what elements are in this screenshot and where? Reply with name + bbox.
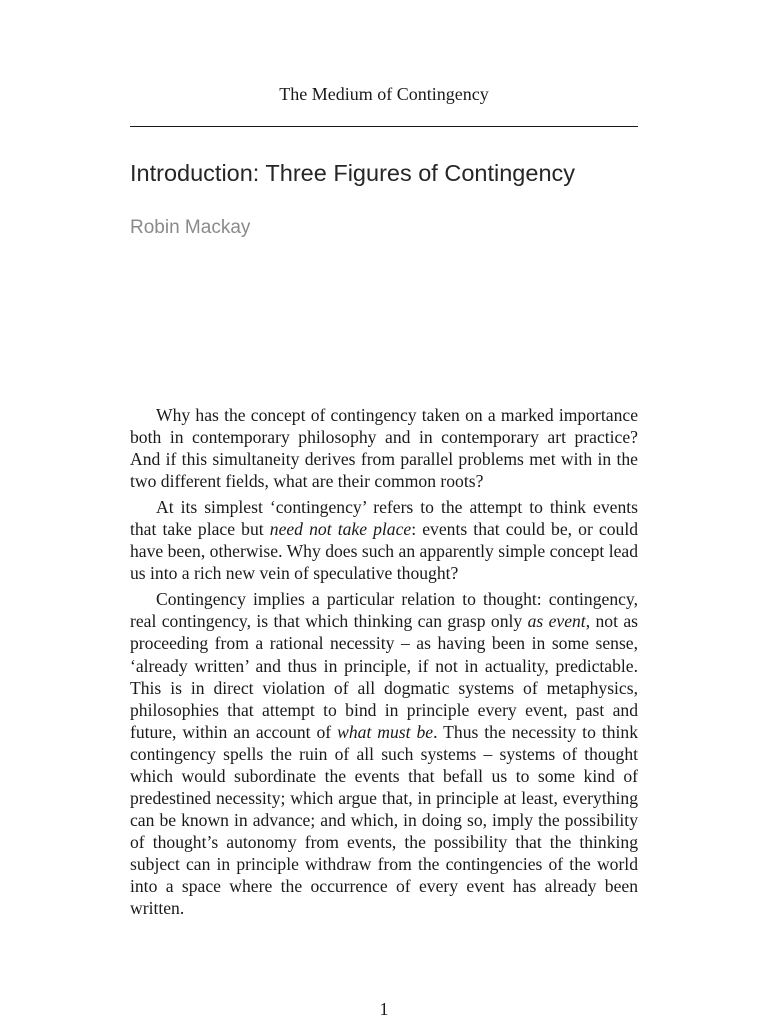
paragraph-text: . Thus the necessity to think contingency spells the ruin of all such systems – systems of thought which would subordinate the events that befall us to some kind of predestined necessity; which argue that, in principle at least, everything can be known in advance; and which, in doing so, imply the possibility of thought’s autonomy from events, the possibility that the thinking subject can in principle withdraw from the contingencies of the world into a space where the occurrence of every event has already been written. [130, 721, 638, 919]
page-number: 1 [379, 999, 389, 1019]
paragraph-3 [130, 588, 638, 919]
running-head: The Medium of Contingency [279, 84, 489, 104]
header-rule [130, 126, 638, 127]
paragraph-text: : events that could be, or could have been, otherwise. Why does such an apparently simple concept lead us into a rich new vein of speculative thought? [130, 519, 639, 584]
body-text [130, 404, 638, 923]
paragraph-text: At its simplest ‘contingency’ refers to the attempt to think events that take place but [130, 497, 638, 540]
emphasis-text: as event [527, 611, 586, 632]
paragraph-2 [130, 496, 638, 584]
chapter-author: Robin Mackay [130, 217, 251, 238]
paragraph-1 [130, 404, 638, 492]
emphasis-text: need not take place [269, 519, 412, 540]
emphasis-text: what must be [337, 721, 434, 742]
paragraph-text: Contingency implies a particular relation to thought: contingency, real contingency, is that which thinking can grasp only [130, 589, 638, 632]
paragraph-text: Why has the concept of contingency taken on a marked importance both in contemporary philosophy and in contemporary art practice? And if this simultaneity derives from parallel problems met with in the two different fields, what are their common roots? [130, 405, 638, 492]
paragraph-text: , not as proceeding from a rational necessity – as having been in some sense, ‘already written’ and thus in principle, if not in actuality, predictable. This is in direct violation of all dogmatic systems of metaphysics, philosophies that attempt to bind in principle every event, past and future, within an account of [130, 611, 638, 742]
chapter-title: Introduction: Three Figures of Contingency [130, 160, 576, 186]
